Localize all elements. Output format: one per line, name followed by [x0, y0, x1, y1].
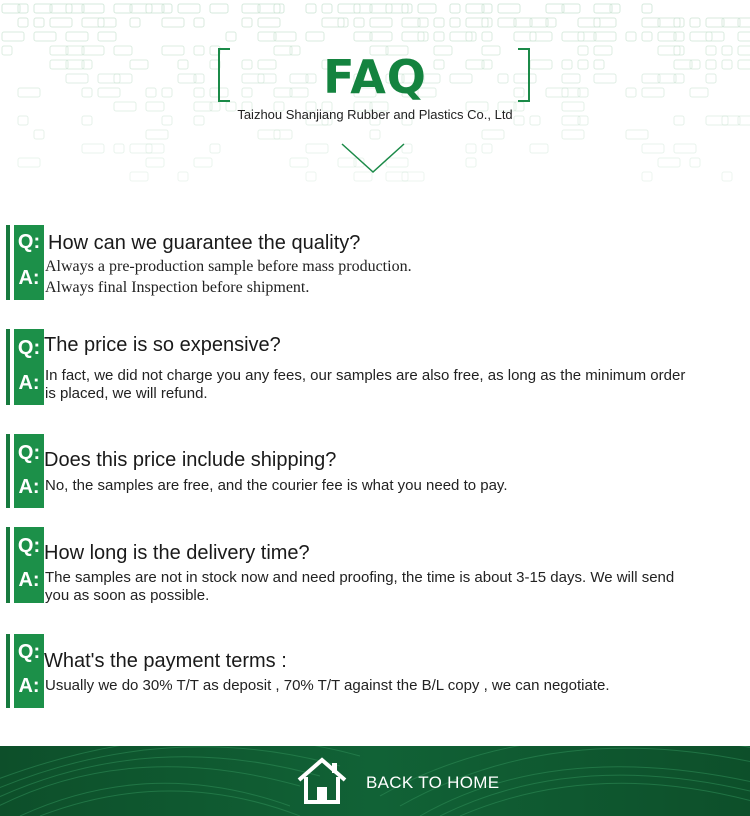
faq-accent-bar: [6, 527, 10, 603]
faq-item: [6, 527, 746, 603]
a-label: A:: [18, 372, 40, 394]
a-label: A:: [18, 476, 40, 498]
q-label: Q:: [17, 442, 41, 464]
a-label: A:: [18, 569, 40, 591]
q-label: Q:: [17, 535, 41, 557]
faq-item: [6, 434, 746, 508]
qa-label-tile: [14, 634, 44, 708]
answer-line: Usually we do 30% T/T as deposit , 70% T/T against the B/L copy , we can negotiate.: [45, 677, 610, 694]
home-icon: [296, 756, 348, 806]
faq-question: How long is the delivery time?: [44, 542, 310, 564]
qa-label-tile: [14, 225, 44, 300]
back-to-home-link[interactable]: [296, 756, 516, 806]
faq-accent-bar: [6, 434, 10, 508]
faq-item: [6, 634, 746, 708]
faq-accent-bar: [6, 329, 10, 405]
faq-accent-bar: [6, 634, 10, 708]
footer-banner: [0, 746, 750, 816]
qa-label-tile: [14, 329, 44, 405]
answer-line: you as soon as possible.: [45, 587, 210, 604]
faq-question: What's the payment terms :: [44, 650, 287, 672]
answer-line: Always final Inspection before shipment.: [45, 279, 310, 296]
page-title: FAQ: [323, 50, 427, 104]
answer-line: is placed, we will refund.: [45, 385, 208, 402]
answer-line: The samples are not in stock now and need proofing, the time is about 3-15 days. We will send: [45, 569, 675, 586]
q-label: Q:: [17, 641, 41, 663]
answer-line: In fact, we did not charge you any fees, our samples are also free, as long as the minimum order: [45, 367, 686, 384]
faq-answer: [45, 256, 745, 298]
faq-item: [6, 329, 746, 405]
q-label: Q:: [17, 337, 41, 359]
faq-accent-bar: [6, 225, 10, 300]
q-label: Q:: [17, 231, 41, 253]
qa-label-tile: [14, 527, 44, 603]
faq-question: Does this price include shipping?: [44, 449, 337, 471]
back-to-home-label: BACK TO HOME: [366, 773, 500, 792]
qa-label-tile: [14, 434, 44, 508]
faq-answer: [45, 569, 745, 605]
faq-question: How can we guarantee the quality?: [48, 232, 361, 254]
a-label: A:: [18, 675, 40, 697]
a-label: A:: [18, 267, 40, 289]
faq-header: [0, 0, 750, 205]
company-name: Taizhou Shanjiang Rubber and Plastics Co., Ltd: [237, 107, 513, 122]
faq-item: [6, 225, 746, 300]
answer-line: Always a pre-production sample before mass production.: [45, 258, 412, 275]
faq-answer: [45, 677, 745, 695]
faq-answer: [45, 477, 745, 495]
chevron-down-icon: [340, 142, 406, 176]
faq-answer: [45, 367, 745, 403]
faq-question: The price is so expensive?: [44, 334, 281, 356]
answer-line: No, the samples are free, and the courier fee is what you need to pay.: [45, 477, 508, 494]
